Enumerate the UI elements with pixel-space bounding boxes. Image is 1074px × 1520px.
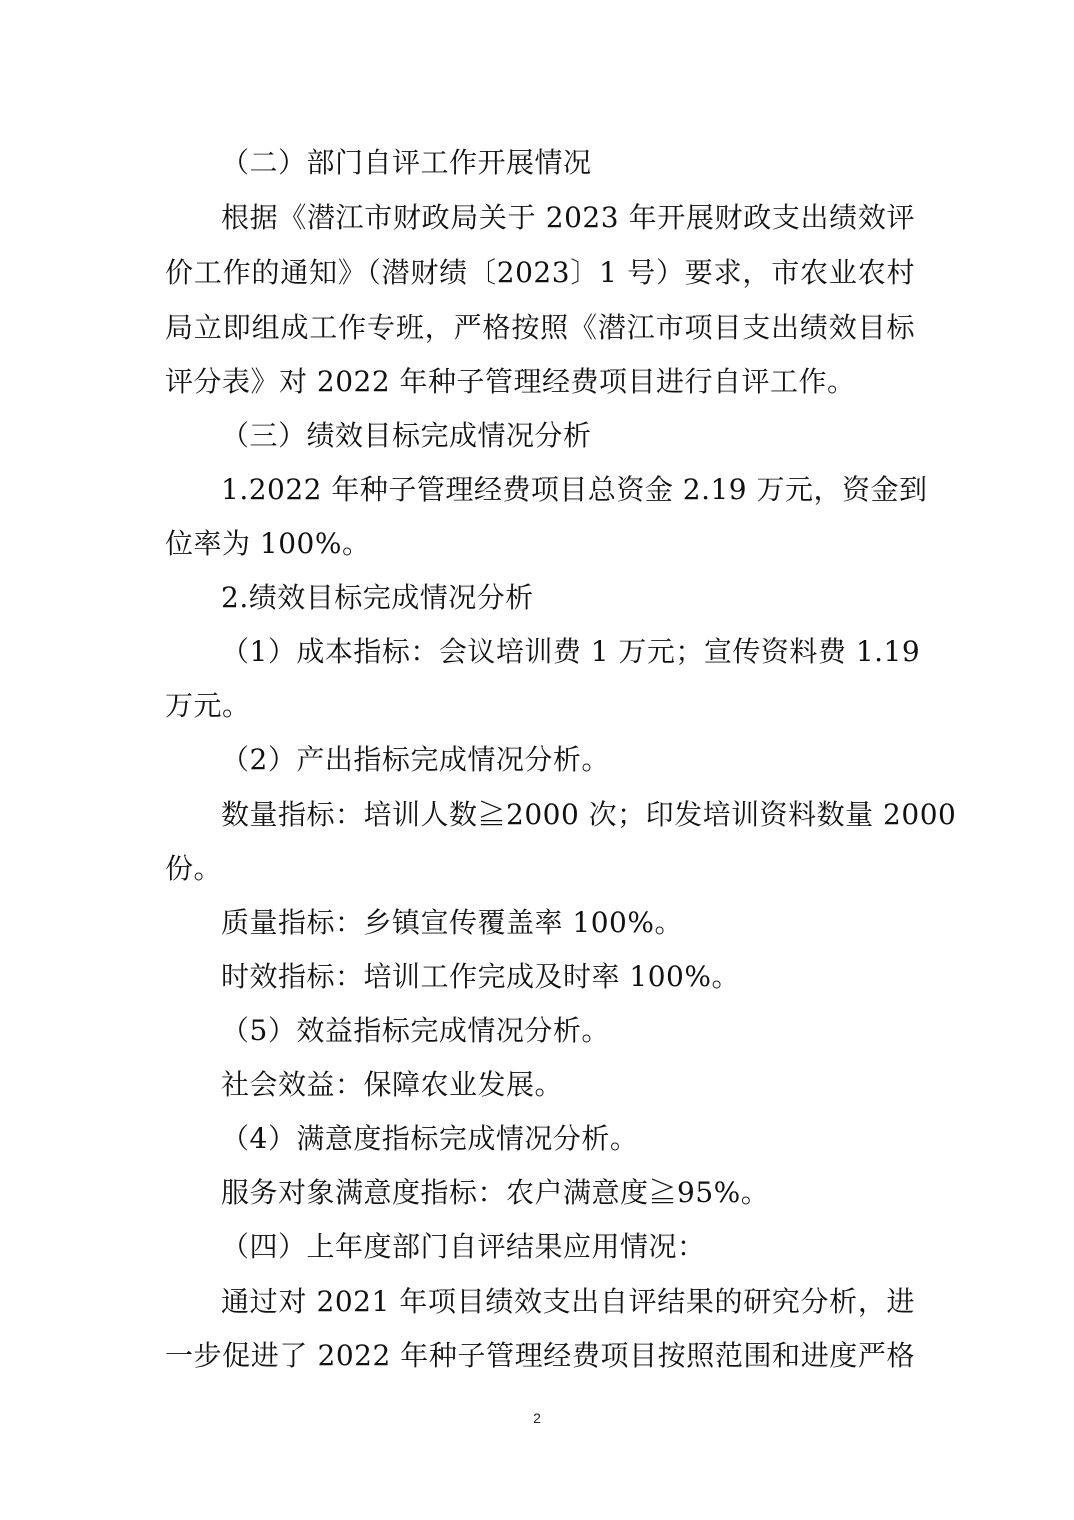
paragraph-line: 时效指标：培训工作完成及时率 100%。	[221, 960, 740, 993]
paragraph-line: 通过对 2021 年项目绩效支出自评结果的研究分析，进	[221, 1285, 915, 1318]
section-heading-3: （三）绩效目标完成情况分析	[221, 419, 592, 452]
paragraph-line: 根据《潜江市财政局关于 2023 年开展财政支出绩效评	[221, 201, 915, 234]
section-heading-2: （二）部门自评工作开展情况	[221, 146, 592, 179]
paragraph-line: 位率为 100%。	[165, 527, 371, 560]
paragraph-line: 份。	[165, 852, 223, 885]
paragraph-line: 一步促进了 2022 年种子管理经费项目按照范围和进度严格	[165, 1339, 915, 1372]
paragraph-line: 服务对象满意度指标：农户满意度≧95%。	[221, 1176, 770, 1209]
subheading: （5）效益指标完成情况分析。	[221, 1014, 610, 1047]
subheading: （4）满意度指标完成情况分析。	[221, 1122, 639, 1155]
paragraph-line: 万元。	[165, 689, 251, 722]
paragraph-line: 质量指标：乡镇宣传覆盖率 100%。	[221, 906, 683, 939]
subheading: 2.绩效目标完成情况分析	[221, 581, 534, 614]
subheading: （2）产出指标完成情况分析。	[221, 743, 610, 776]
paragraph-line: 局立即组成工作专班，严格按照《潜江市项目支出绩效目标	[165, 311, 915, 344]
paragraph-line: 1.2022 年种子管理经费项目总资金 2.19 万元，资金到	[221, 473, 928, 506]
paragraph-line: 社会效益：保障农业发展。	[221, 1068, 564, 1101]
paragraph-line: （1）成本指标：会议培训费 1 万元；宣传资料费 1.19	[221, 635, 921, 668]
section-heading-4: （四）上年度部门自评结果应用情况：	[221, 1230, 706, 1263]
page-number: 2	[533, 1410, 541, 1426]
paragraph-line: 价工作的通知》（潜财绩〔2023〕1 号）要求，市农业农村	[165, 256, 915, 289]
paragraph-line: 评分表》对 2022 年种子管理经费项目进行自评工作。	[165, 365, 856, 398]
paragraph-line: 数量指标：培训人数≧2000 次；印发培训资料数量 2000	[221, 798, 957, 831]
